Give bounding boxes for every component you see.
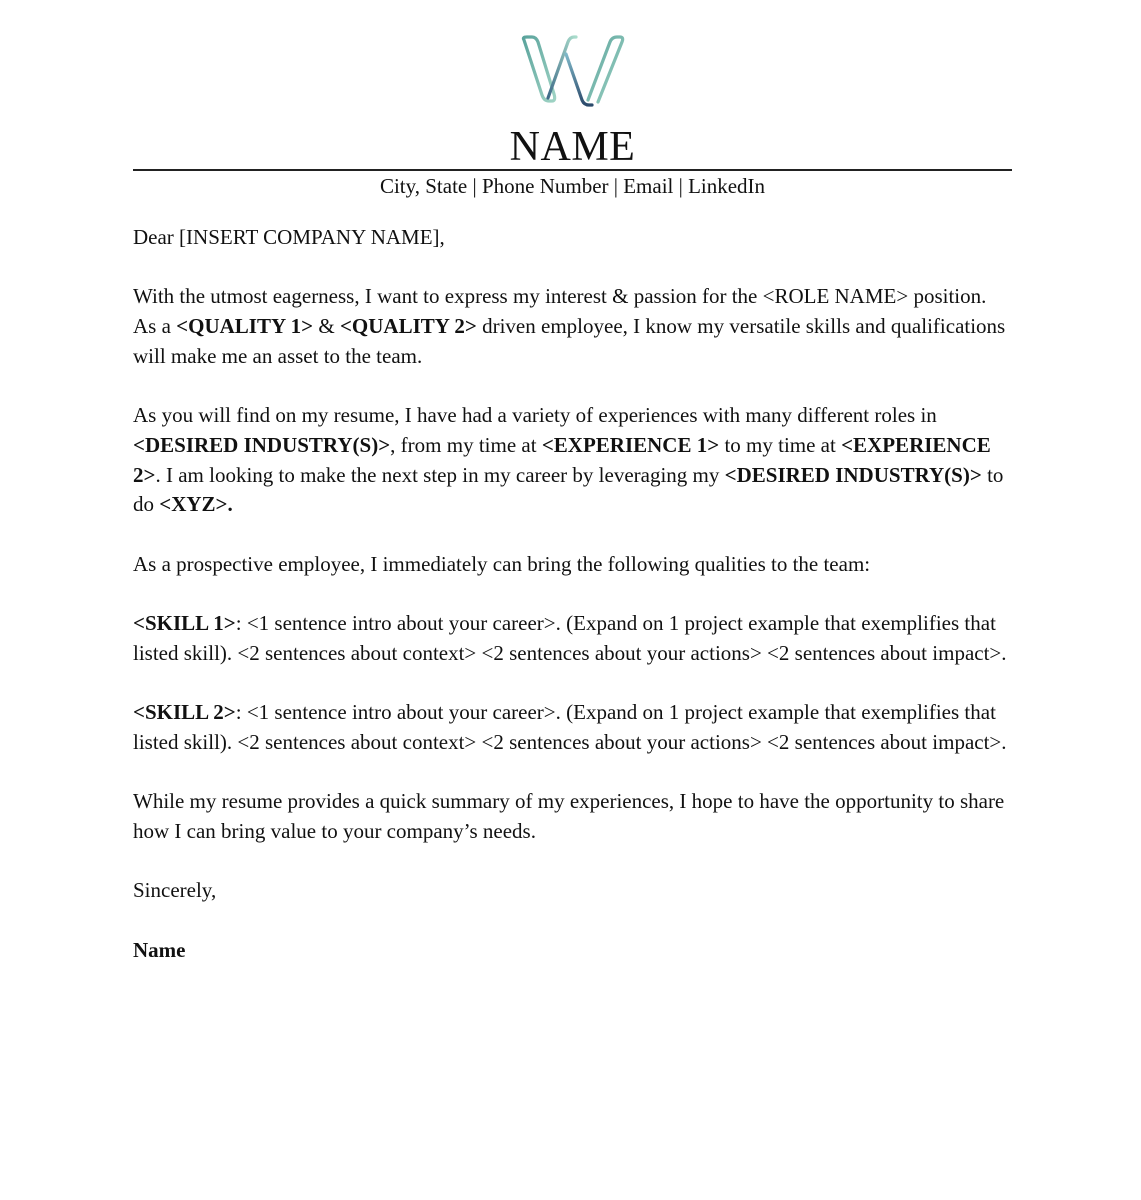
header-divider: [133, 169, 1012, 171]
signature-text: Name: [133, 937, 186, 962]
intro-paragraph: [133, 282, 1013, 371]
intro-text-a: With the utmost eagerness, I want to express my interest & passion for the <ROLE NAME> position. As a: [133, 284, 987, 339]
closing-paragraph: While my resume provides a quick summary of my experiences, I hope to have the opportunity to share how I can bring value to your company’s needs.: [133, 789, 1005, 843]
w-monogram-logo-icon: [518, 34, 626, 108]
signoff: Sincerely,: [133, 878, 217, 903]
skill-2-label: <SKILL 2>: [133, 700, 236, 725]
applicant-name-heading: NAME: [509, 124, 636, 170]
quality-1-placeholder: <QUALITY 1>: [176, 314, 314, 339]
skill-1-paragraph: [133, 609, 1013, 668]
experience-2-placeholder: <EXPERIENCE 2>: [133, 432, 991, 487]
skill-2-paragraph: [133, 698, 1013, 757]
qualities-intro: As a prospective employee, I immediately can bring the following qualities to the team:: [133, 551, 871, 576]
industry-placeholder-1: <DESIRED INDUSTRY(S)>: [133, 432, 391, 457]
experience-text-d: . I am looking to make the next step in my career by leveraging my: [155, 462, 725, 487]
experience-text-a: As you will find on my resume, I have had a variety of experiences with many different roles in: [133, 403, 937, 428]
letter-body: [133, 223, 1013, 995]
intro-text-b: &: [313, 314, 340, 339]
signature-name: [133, 936, 1013, 966]
salutation: Dear [INSERT COMPANY NAME],: [133, 225, 445, 249]
xyz-placeholder: <XYZ>.: [159, 492, 233, 517]
experience-text-c: to my time at: [719, 432, 842, 457]
intro-text-c: driven employee, I know my versatile skills and qualifications will make me an asset to the team.: [133, 314, 1006, 368]
contact-line: City, State | Phone Number | Email | LinkedIn: [379, 174, 766, 198]
industry-placeholder-2: <DESIRED INDUSTRY(S)>: [724, 462, 982, 487]
experience-1-placeholder: <EXPERIENCE 1>: [541, 432, 720, 457]
skill-2-text: : <1 sentence intro about your career>. (Expand on 1 project example that exemplifies that listed skill). <2 sentences about context> <2 sentences about your actions> <2 sentences about impact>.: [133, 700, 1007, 754]
skill-1-text: : <1 sentence intro about your career>. (Expand on 1 project example that exemplifies that listed skill). <2 sentences about context> <2 sentences about your actions> <2 sentences about impact>.: [133, 611, 1007, 665]
experience-text-b: , from my time at: [390, 432, 542, 457]
skill-1-label: <SKILL 1>: [133, 611, 236, 636]
experience-text-e: to do: [133, 462, 1004, 517]
quality-2-placeholder: <QUALITY 2>: [339, 314, 477, 339]
experience-paragraph: [133, 401, 1013, 520]
